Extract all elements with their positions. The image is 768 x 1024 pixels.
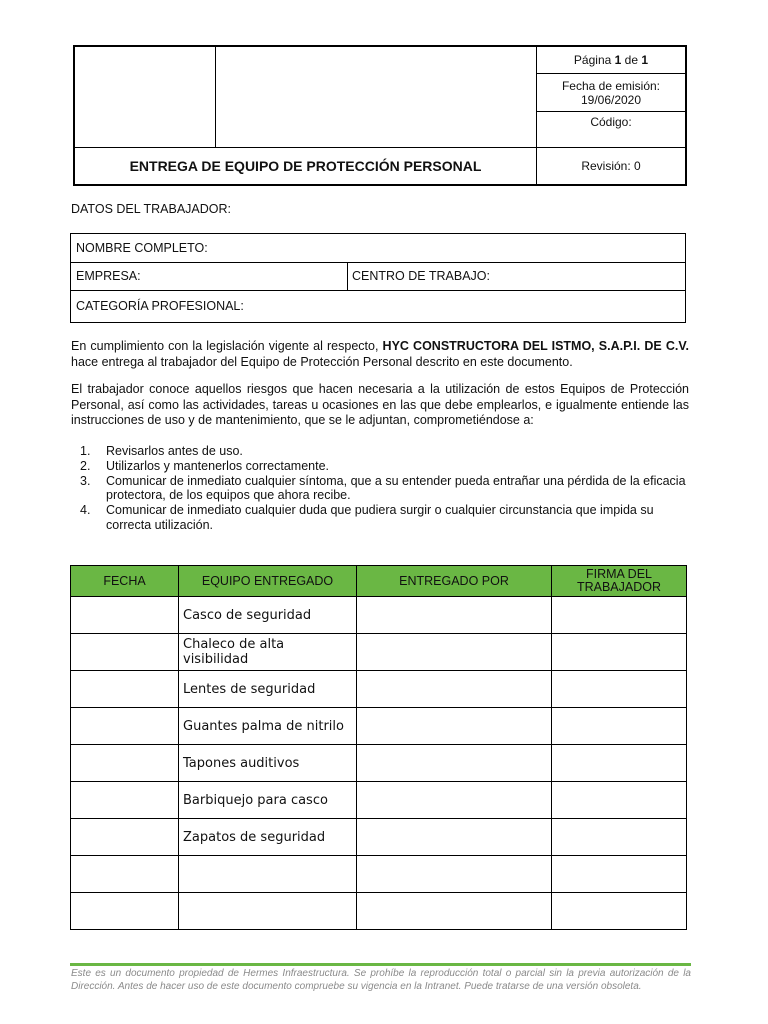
date-cell[interactable] [71,893,179,930]
list-item: 1. Revisarlos antes de uso. [80,444,243,458]
company-name: HYC CONSTRUCTORA DEL ISTMO, S.A.P.I. DE C.V. [382,339,689,353]
header-delivered-by: ENTREGADO POR [357,566,552,597]
signature-cell[interactable] [552,745,687,782]
equipment-cell: Barbiquejo para casco [179,782,357,819]
delivered-by-cell[interactable] [357,856,552,893]
table-row [71,597,687,634]
worker-data-table [70,233,686,323]
delivered-by-cell[interactable] [357,708,552,745]
document-title: ENTREGA DE EQUIPO DE PROTECCIÓN PERSONAL [129,158,482,174]
signature-cell[interactable] [552,819,687,856]
list-item: 4. Comunicar de inmediato cualquier duda que pudiera surgir o cualquier circunstancia que impida su correcta utilización. [80,503,654,532]
table-row [71,671,687,708]
delivered-by-cell[interactable] [357,597,552,634]
logo-area [75,47,215,147]
column-divider [347,262,348,290]
date-cell[interactable] [71,597,179,634]
commitment-paragraph: El trabajador conoce aquellos riesgos que hacen necesaria a la utilización de estos Equipos de Protección Personal, así como las actividades, tareas u ocasiones en las que debe emplearlos, e igualmente entiende las instrucciones de uso y de mantenimiento, que se le adjuntan, comprometiéndose a: [71,382,689,427]
equipment-cell: Lentes de seguridad [179,671,357,708]
delivery-paragraph: En cumplimiento con la legislación vigente al respecto, HYC CONSTRUCTORA DEL ISTMO, S.A.P.I. DE C.V. hace entrega al trabajador del Equipo de Protección Personal descrito en este documento. [71,339,689,369]
table-row [71,745,687,782]
footer-notice: Este es un documento propiedad de Hermes Infraestructura. Se prohíbe la reproducción total o parcial sin la previa autorización de la Dirección. Antes de hacer uso de este documento compruebe su vigencia en la Intranet. Puede tratarse de una versión obsoleta. [71,968,691,992]
equipment-cell: Zapatos de seguridad [179,819,357,856]
date-cell[interactable] [71,819,179,856]
table-row [71,708,687,745]
signature-cell[interactable] [552,893,687,930]
workplace-label: CENTRO DE TRABAJO: [352,269,490,283]
delivered-by-cell[interactable] [357,893,552,930]
equipment-table [70,565,687,930]
equipment-cell[interactable] [179,893,357,930]
signature-cell[interactable] [552,597,687,634]
category-label: CATEGORÍA PROFESIONAL: [76,299,244,313]
table-row [71,893,687,930]
worker-row-company [71,262,685,291]
signature-cell[interactable] [552,856,687,893]
equipment-cell: Casco de seguridad [179,597,357,634]
header-signature: FIRMA DEL TRABAJADOR [552,566,687,597]
table-row [71,634,687,671]
issue-date-label: Fecha de emisión: [561,78,661,93]
revision: Revisión: 0 [581,159,641,173]
table-row [71,819,687,856]
issue-date-cell [537,74,685,111]
signature-cell[interactable] [552,671,687,708]
date-cell[interactable] [71,745,179,782]
issue-date: 19/06/2020 [580,92,642,107]
header-equipment: EQUIPO ENTREGADO [179,566,357,597]
document-header [73,45,687,186]
signature-cell[interactable] [552,634,687,671]
worker-section-label: DATOS DEL TRABAJADOR: [71,202,231,216]
list-item: 3. Comunicar de inmediato cualquier síntoma, que a su entender pueda entrañar una pérdida de la eficacia protectora, de los equipos que ahora recibe. [80,473,686,503]
table-row [71,782,687,819]
full-name-label: NOMBRE COMPLETO: [76,241,208,255]
delivered-by-cell[interactable] [357,782,552,819]
list-item: 2. Utilizarlos y mantenerlos correctamente. [80,458,329,473]
company-label: EMPRESA: [76,269,141,283]
equipment-cell: Guantes palma de nitrilo [179,708,357,745]
worker-row-category [71,290,685,322]
equipment-cell: Chaleco de alta visibilidad [179,634,357,671]
signature-cell[interactable] [552,782,687,819]
equipment-cell: Tapones auditivos [179,745,357,782]
signature-cell[interactable] [552,708,687,745]
code-label: Código: [590,115,632,129]
date-cell[interactable] [71,708,179,745]
date-cell[interactable] [71,634,179,671]
table-row [71,856,687,893]
header-blank-area [216,47,536,147]
page-number: Página 1 de 1 [573,53,649,67]
date-cell[interactable] [71,856,179,893]
commitment-list [71,444,689,533]
date-cell[interactable] [71,782,179,819]
header-date: FECHA [71,566,179,597]
date-cell[interactable] [71,671,179,708]
delivered-by-cell[interactable] [357,745,552,782]
footer-divider [70,963,691,966]
worker-row-name [71,234,685,263]
delivered-by-cell[interactable] [357,634,552,671]
equipment-cell[interactable] [179,856,357,893]
delivered-by-cell[interactable] [357,819,552,856]
delivered-by-cell[interactable] [357,671,552,708]
table-header-row [71,566,687,597]
